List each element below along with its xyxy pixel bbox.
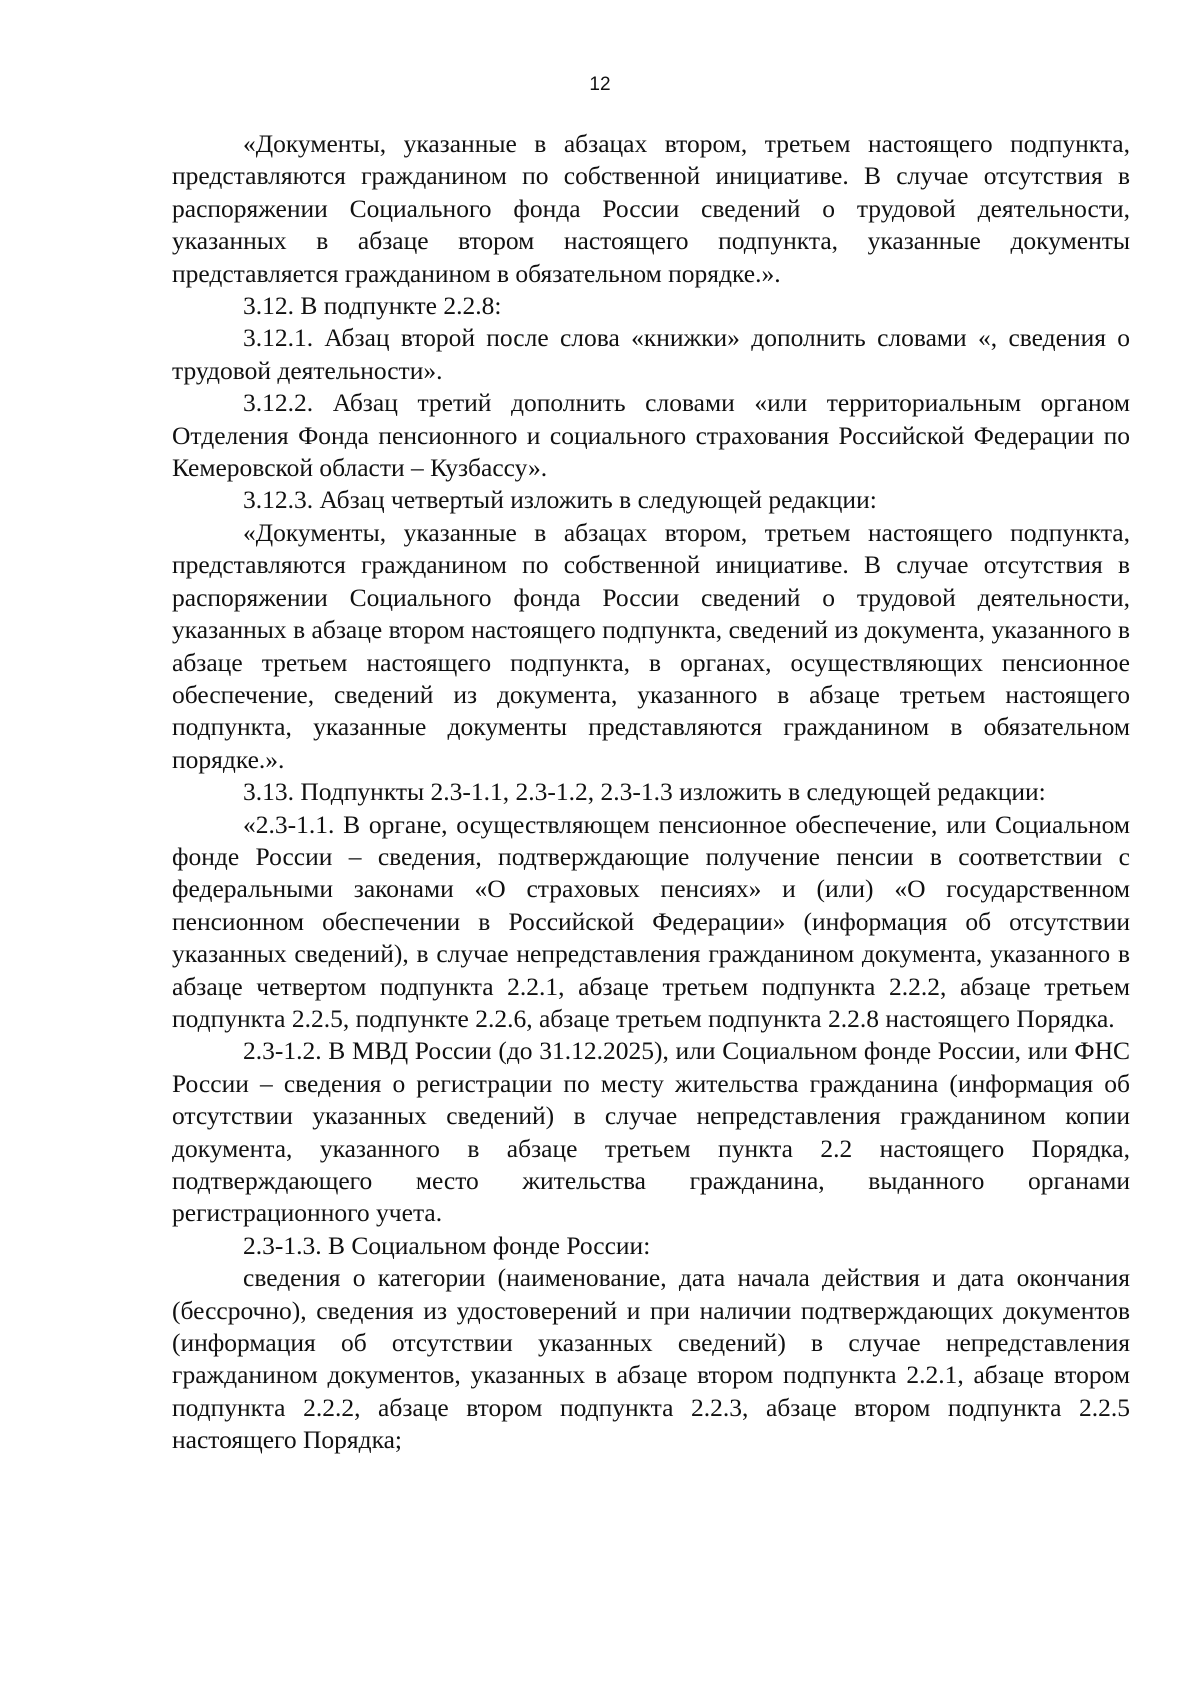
subclause-2-3-1-3: 2.3-1.3. В Социальном фонде России: bbox=[243, 1230, 651, 1260]
subclause-2-3-1-1: «2.3-1.1. В органе, осуществляющем пенсионное обеспечение, или Социальном фонде России – сведения, подтверждающие получение пенсии в соответствии с федеральными законами «О страховых пенсиях» и (или) «О государственном пенсионном обеспечении в Российской Федерации» (информация об отсутствии указанных сведений), в случае непредставления гражданином документа, указанного в абзаце четвертом подпункта 2.2.1, абзаце третьем подпункта 2.2.2, абзаце третьем подпункта 2.2.5, подпункте 2.2.6, абзаце третьем подпункта 2.2.8 настоящего Порядка. bbox=[172, 809, 1130, 1033]
document-body bbox=[172, 128, 1130, 1457]
clause-3-12-2: 3.12.2. Абзац третий дополнить словами «или территориальным органом Отделения Фонда пенсионного и социального страхования Российской Федерации по Кемеровской области – Кузбассу». bbox=[172, 388, 1130, 483]
quoted-paragraph: «Документы, указанные в абзацах втором, третьем настоящего подпункта, представляются гражданином по собственной инициативе. В случае отсутствия в распоряжении Социального фонда России сведений о трудовой деятельности, указанных в абзаце втором настоящего подпункта, сведений из документа, указанного в абзаце третьем настоящего подпункта, в органах, осуществляющих пенсионное обеспечение, сведений из документа, указанного в абзаце третьем настоящего подпункта, указанные документы представляются гражданином в обязательном порядке.». bbox=[172, 517, 1130, 774]
quoted-paragraph: «Документы, указанные в абзацах втором, третьем настоящего подпункта, представляются гражданином по собственной инициативе. В случае отсутствия в распоряжении Социального фонда России сведений о трудовой деятельности, указанных в абзаце втором настоящего подпункта, указанные документы представляется гражданином в обязательном порядке.». bbox=[172, 129, 1130, 288]
clause-3-13: 3.13. Подпункты 2.3-1.1, 2.3-1.2, 2.3-1.3 изложить в следующей редакции: bbox=[243, 777, 1046, 807]
clause-3-12-3: 3.12.3. Абзац четвертый изложить в следующей редакции: bbox=[243, 485, 877, 515]
subclause-2-3-1-3-text: сведения о категории (наименование, дата начала действия и дата окончания (бессрочно), сведения из удостоверений и при наличии подтверждающих документов (информация об отсутствии указанных сведений) в случае непредставления гражданином документов, указанных в абзаце втором подпункта 2.2.1, абзаце втором подпункта 2.2.2, абзаце втором подпункта 2.2.3, абзаце втором подпункта 2.2.5 настоящего Порядка; bbox=[172, 1263, 1130, 1455]
subclause-2-3-1-2: 2.3-1.2. В МВД России (до 31.12.2025), или Социальном фонде России, или ФНС России – сведения о регистрации по месту жительства гражданина (информация об отсутствии указанных сведений) в случае непредставления гражданином копии документа, указанного в абзаце третьем пункта 2.2 настоящего Порядка, подтверждающего место жительства гражданина, выданного органами регистрационного учета. bbox=[172, 1036, 1130, 1228]
clause-3-12-1: 3.12.1. Абзац второй после слова «книжки» дополнить словами «, сведения о трудовой деятельности». bbox=[172, 323, 1130, 385]
clause-3-12: 3.12. В подпункте 2.2.8: bbox=[243, 291, 502, 321]
page-number: 12 bbox=[589, 74, 611, 95]
